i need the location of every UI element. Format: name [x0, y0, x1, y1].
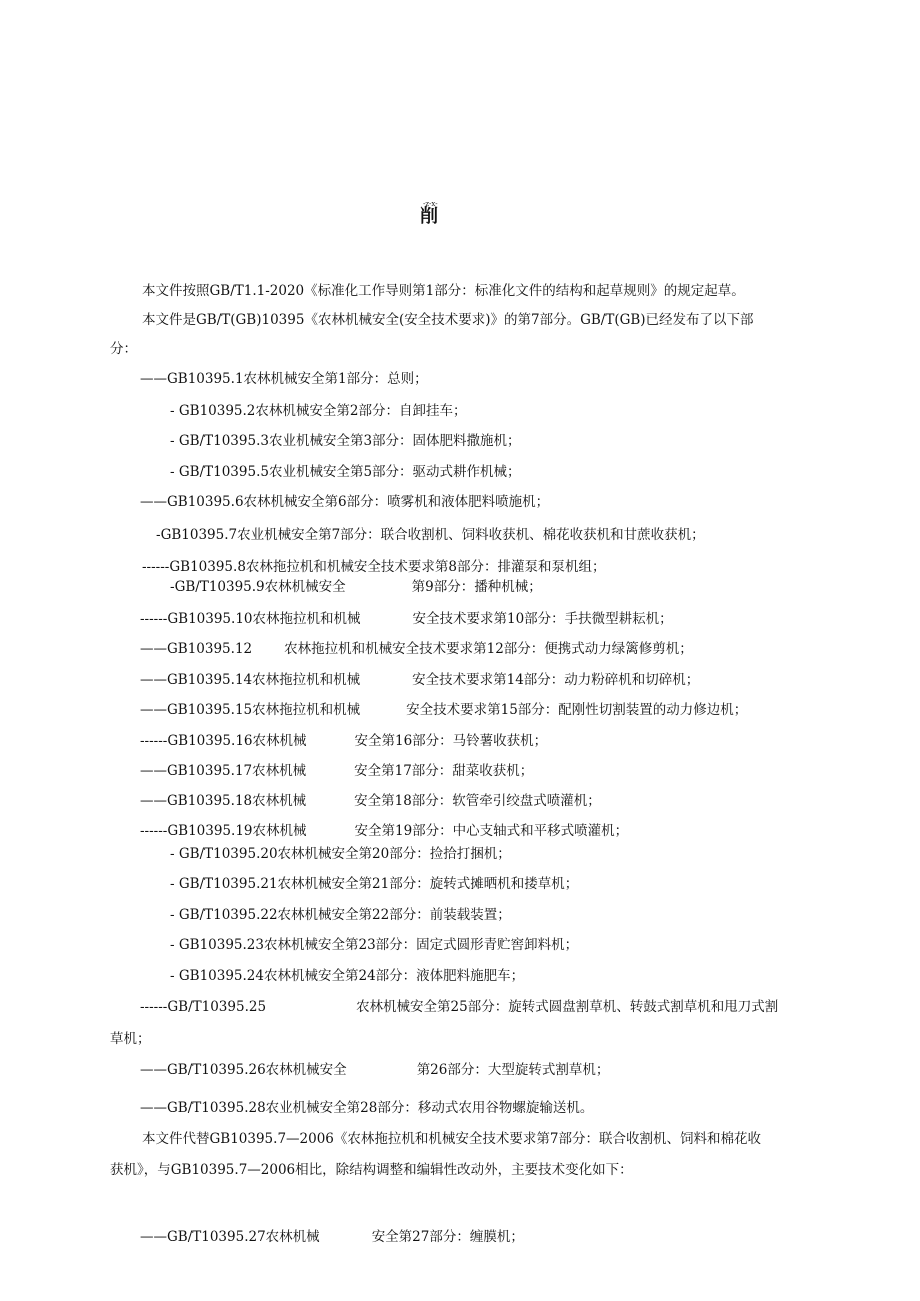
list-item	[156, 526, 705, 544]
list-item-prefix: ——	[140, 494, 167, 510]
list-item-prefix: -	[170, 876, 179, 892]
list-item	[140, 370, 428, 388]
list-item-continuation: 安全第17部分：甜菜收获机；	[354, 763, 534, 779]
list-item-prefix: -	[170, 464, 179, 480]
list-item-continuation: 农林拖拉机和机械安全技术要求第12部分：便携式动力绿篱修剪机；	[284, 641, 693, 657]
list-item-text: GB/T10395.3农业机械安全第3部分：固体肥料撒施机；	[178, 433, 521, 449]
list-item-continuation: 安全第27部分：缠膜机；	[371, 1229, 524, 1245]
list-item-text: GB10395.15农林拖拉机和机械	[167, 702, 361, 718]
replace-paragraph-line-1: 本文件代替GB10395.7—2006《农林拖拉机和机械安全技术要求第7部分：联合收割机、饲料和棉花收	[142, 1131, 761, 1147]
list-item-prefix: -	[170, 433, 179, 449]
list-item-prefix: ------	[142, 559, 170, 575]
list-item-text: GB10395.19农林机械	[167, 823, 307, 839]
intro-paragraph-1: 本文件按照GB/T1.1-2020《标准化工作导则第1部分：标准化文件的结构和起草规则》的规定起草。	[142, 283, 745, 299]
list-item-prefix: ------	[140, 823, 168, 839]
list-item-prefix: ------	[140, 611, 168, 627]
list-item-continuation: 第26部分：大型旋转式割草机；	[416, 1062, 610, 1078]
list-item	[170, 936, 578, 954]
list-item-prefix: -	[170, 968, 179, 984]
replace-paragraph-line-2: 获机》，与GB10395.7—2006相比，除结构调整和编辑性改动外，主要技术变化如下：	[110, 1162, 633, 1178]
list-item-prefix: ——	[140, 702, 167, 718]
list-item-prefix: -	[170, 579, 175, 595]
list-item-prefix: ——	[140, 1229, 167, 1245]
list-item	[140, 762, 533, 780]
list-item-prefix: -	[170, 907, 179, 923]
list-item	[170, 875, 578, 893]
list-item-prefix: ——	[140, 641, 167, 657]
list-item-prefix: ——	[140, 1062, 167, 1078]
list-item	[140, 610, 673, 628]
list-item	[170, 463, 521, 481]
list-item-prefix: ------	[140, 999, 168, 1015]
list-item-continuation: 安全第19部分：中心支轴式和平移式喷灌机；	[354, 823, 629, 839]
list-item-text: GB/T10395.20农林机械安全第20部分：捡拾打捆机；	[178, 846, 511, 862]
list-item	[170, 906, 511, 924]
list-item-continuation: 安全技术要求第10部分：手扶微型耕耘机；	[412, 611, 673, 627]
list-item-continuation: 安全技术要求第15部分：配刚性切割装置的动力修边机；	[406, 702, 748, 718]
list-item-text: 草机；	[110, 1031, 151, 1047]
list-item-text: GB/T10395.5农业机械安全第5部分：驱动式耕作机械；	[178, 464, 521, 480]
list-item-text: GB10395.16农林机械	[167, 733, 307, 749]
list-item-prefix: ——	[140, 793, 167, 809]
list-item	[110, 1030, 151, 1048]
list-item-text: GB10395.24农林机械安全第24部分：液体肥料施肥车；	[178, 968, 525, 984]
list-item-text: GB10395.17农林机械	[167, 763, 307, 779]
list-item-prefix: ——	[140, 371, 167, 387]
list-item	[140, 1228, 524, 1246]
list-item-text: GB/T10395.25	[167, 999, 267, 1015]
list-item	[142, 558, 606, 576]
list-item-text: GB10395.7农业机械安全第7部分：联合收割机、饲料收获机、棉花收获机和甘蔗收获机；	[160, 527, 705, 543]
list-item-continuation: 第9部分：播种机械；	[411, 579, 542, 595]
list-item	[140, 998, 778, 1016]
list-item-text: GB10395.12	[167, 641, 253, 657]
list-item-prefix: -	[170, 846, 179, 862]
list-item	[140, 671, 699, 689]
list-item-continuation: 安全第18部分：软管牵引绞盘式喷灌机；	[354, 793, 601, 809]
list-item-text: GB10395.6农林机械安全第6部分：喷雾机和液体肥料喷施机；	[167, 494, 550, 510]
list-item-prefix: -	[170, 937, 179, 953]
list-item-text: GB/T10395.9农林机械安全	[174, 579, 346, 595]
list-item-prefix: ——	[140, 672, 167, 688]
list-item	[170, 845, 511, 863]
list-item-prefix: -	[156, 527, 161, 543]
intro-paragraph-2-line-2: 分：	[110, 341, 137, 357]
list-item	[170, 967, 524, 985]
list-item-text: GB/T10395.27农林机械	[167, 1229, 320, 1245]
list-item	[170, 578, 542, 596]
list-item	[140, 493, 549, 511]
list-item-prefix: -	[170, 403, 179, 419]
list-item-text: GB10395.10农林拖拉机和机械	[167, 611, 361, 627]
list-item-text: GB10395.23农林机械安全第23部分：固定式圆形青贮窖卸料机；	[178, 937, 579, 953]
list-item-text: GB10395.2农林机械安全第2部分：自卸挂车；	[178, 403, 467, 419]
list-item-text: GB10395.8农林拖拉机和机械安全技术要求第8部分：排灌泵和泵机组；	[169, 559, 606, 575]
list-item-prefix: ——	[140, 763, 167, 779]
list-item	[140, 732, 547, 750]
list-item-text: GB10395.18农林机械	[167, 793, 307, 809]
list-item	[140, 822, 628, 840]
list-item-text: GB/T10395.21农林机械安全第21部分：旋转式摊晒机和搂草机；	[178, 876, 579, 892]
list-item-text: GB10395.14农林拖拉机和机械	[167, 672, 361, 688]
list-item	[140, 640, 693, 658]
list-item	[140, 792, 601, 810]
list-item	[170, 432, 521, 450]
list-item-text: GB/T10395.26农林机械安全	[167, 1062, 347, 1078]
list-item	[140, 1061, 609, 1079]
list-item	[140, 1099, 593, 1117]
list-item-text: GB10395.1农林机械安全第1部分：总则；	[167, 371, 428, 387]
list-item-prefix: ------	[140, 733, 168, 749]
list-item-continuation: 安全第16部分：马铃薯收获机；	[354, 733, 548, 749]
list-item	[170, 402, 466, 420]
list-item-continuation: 农林机械安全第25部分：旋转式圆盘割草机、转鼓式割草机和甩刀式割	[356, 999, 779, 1015]
list-item-continuation: 安全技术要求第14部分：动力粉碎机和切碎机；	[412, 672, 700, 688]
list-item	[140, 701, 747, 719]
list-item-text: GB/T10395.28农业机械安全第28部分：移动式农用谷物螺旋输送机。	[167, 1100, 594, 1116]
list-item-prefix: ——	[140, 1100, 167, 1116]
list-item-text: GB/T10395.22农林机械安全第22部分：前装载装置；	[178, 907, 511, 923]
intro-paragraph-2-line-1: 本文件是GB/T(GB)10395《农林机械安全(安全技术要求)》的第7部分。GB/T(GB)已经发布了以下部	[142, 312, 754, 328]
title-superscript: -z-x-	[423, 200, 438, 208]
page-title: 削	[420, 206, 438, 227]
